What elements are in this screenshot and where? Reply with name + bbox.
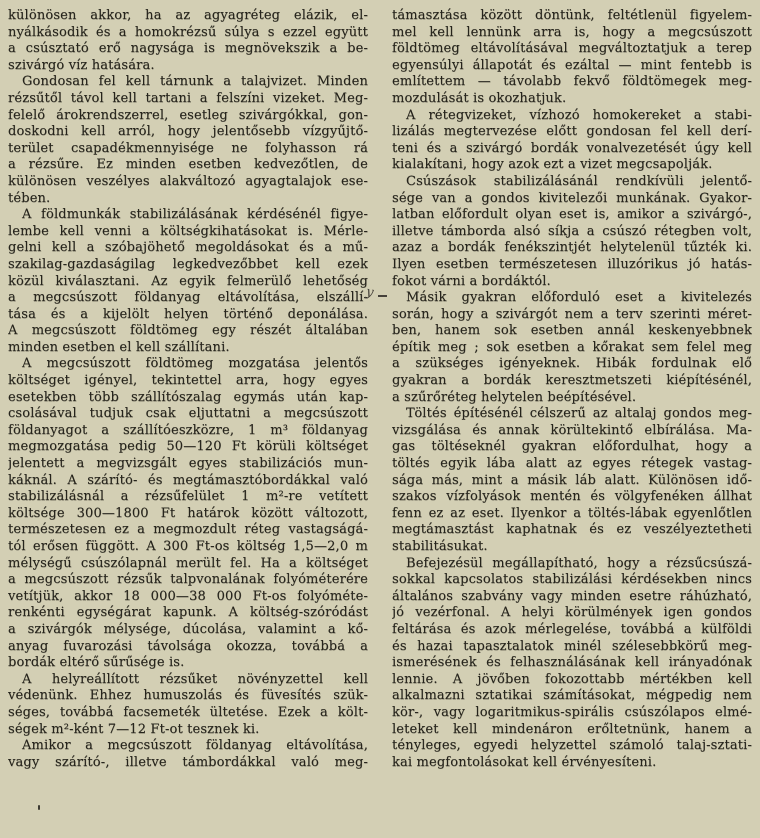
text-line: védenünk. Ehhez humuszolás és füvesítés szük- xyxy=(8,688,368,704)
text-line: egyensúlyi állapotát és ezáltal — mint fentebb is xyxy=(392,57,752,73)
text-line: tól erősen függött. A 300 Ft-os költség 1,5—2,0 m xyxy=(8,539,368,554)
text-line: és hazai tapasztalatok minél szélesebbkörű meg- xyxy=(392,638,752,654)
text-line: mozdulását is okozhatjuk. xyxy=(392,90,567,106)
text-line: költséget igényel, tekintettel arra, hogy egyes xyxy=(8,373,368,389)
text-line: ségek m²-ként 7—12 Ft-ot tesznek ki. xyxy=(8,721,260,737)
pencil-dash-margin-mark xyxy=(378,295,387,297)
text-line: töltés egyik lába alatt az egyes rétegek vastag- xyxy=(392,456,752,472)
text-line: szakilag-gazdaságilag legkedvezőbbet kell ezek xyxy=(8,256,368,272)
text-line: említettem — távolabb fekvő földtömegek meg- xyxy=(392,74,752,90)
text-line: A földmunkák stabilizálásának kérdésénél figye- xyxy=(22,207,368,223)
text-line: stabilitásukat. xyxy=(392,539,488,554)
text-line: ben, hanem sok esetben annál keskenyebbnek xyxy=(392,323,752,339)
text-line: vizsgálása és annak körültekintő elbírálása. Ma- xyxy=(392,422,752,438)
column-left xyxy=(8,8,368,838)
text-line: kai megfontolásokat kell érvényesíteni. xyxy=(392,754,657,770)
text-line: különösen veszélyes alakváltozó agyagtalajok ese- xyxy=(8,173,368,189)
text-line: fenn ez az eset. Ilyenkor a töltés-lábak egyenlőtlen xyxy=(392,505,752,521)
text-line: kör-, vagy logaritmikus-spirális csúszólapos elmé- xyxy=(392,704,752,720)
text-line: Csúszások stabilizálásánál rendkívüli jelentő- xyxy=(406,173,752,189)
text-line: tében. xyxy=(8,190,51,206)
text-line: alkalmazni sztatikai számításokat, mégpedig nem xyxy=(392,688,752,704)
text-line: mélységű csúszólapnál merült fel. Ha a költséget xyxy=(8,555,368,571)
text-line: mel kell lennünk arra is, hogy a megcsúszott xyxy=(392,24,752,40)
text-line: különösen akkor, ha az agyagréteg elázik, el- xyxy=(8,8,368,23)
text-line: felelő árokrendszerrel, esetleg szivárgókkal, gon- xyxy=(8,107,368,123)
text-line: renkénti egységárat kapunk. A költség-szóródást xyxy=(8,605,368,621)
text-line: Ilyen esetben természetesen illuzórikus jó hatás- xyxy=(392,256,752,272)
text-line: jelentett a megvizsgált egyes stabilizációs mun- xyxy=(8,456,368,472)
text-line: illetve támborda alsó síkja a csúszó rétegben volt, xyxy=(392,223,752,239)
text-line: Befejezésül megállapítható, hogy a rézsűcsúszá- xyxy=(406,555,752,571)
text-line: vetítjük, akkor 18 000—38 000 Ft-os folyóméte- xyxy=(8,588,368,604)
column-right xyxy=(392,8,752,838)
text-line: Töltés építésénél célszerű az altalaj gondos meg- xyxy=(406,406,752,422)
text-line: latban előfordult olyan eset is, amikor a szivárgó-, xyxy=(392,207,752,223)
pencil-y-margin-mark: y xyxy=(364,284,375,301)
text-line: Amikor a megcsúszott földanyag eltávolítása, xyxy=(22,738,368,754)
text-line: megmozgatása pedig 50—120 Ft körüli költséget xyxy=(8,439,368,455)
text-line: gas töltéseknél gyakran előfordulhat, hogy a xyxy=(392,439,752,455)
text-line: támasztása között döntünk, feltétlenül figyelem- xyxy=(392,8,752,23)
text-line: rézsűtől távol kell tartani a felszíni vizeket. Meg- xyxy=(8,90,368,106)
text-line: doskodni kell arról, hogy jelentősebb vízgyűjtő- xyxy=(8,124,368,140)
text-line: lennie. A jövőben fokozottabb mértékben kell xyxy=(392,671,752,687)
text-line: lizálás megtervezése előtt gondosan fel kell derí- xyxy=(392,124,752,140)
text-line: építik meg ; sok esetben a kőrakat sem felel meg xyxy=(392,339,752,355)
text-line: a szivárgók mélysége, dúcolása, valamint a kő- xyxy=(8,621,368,637)
text-line: bordák eltérő sűrűsége is. xyxy=(8,655,185,671)
text-line: nyálkásodik és a homokrézsű súlya s ezzel együtt xyxy=(8,24,368,40)
text-line: során, hogy a szivárgót nem a terv szerinti méret- xyxy=(392,306,752,322)
ink-speck xyxy=(38,805,40,810)
text-line: a megcsúszott rézsűk talpvonalának folyóméterére xyxy=(8,572,368,588)
text-line: feltárása és azok mérlegelése, továbbá a külföldi xyxy=(392,621,752,637)
text-line: költsége 300—1800 Ft határok között változott, xyxy=(8,505,368,521)
text-line: a csúsztató erő nagysága is megnövekszik a be- xyxy=(8,41,368,57)
text-line: terület csapadékmennyisége ne folyhasson rá xyxy=(8,140,368,156)
text-line: A megcsúszott földtömeg egy részét általában xyxy=(8,323,368,339)
text-line: sokkal kapcsolatos stabilizálási kérdésekben nincs xyxy=(392,572,752,588)
text-line: vagy szárító-, illetve támbordákkal való meg- xyxy=(8,754,368,770)
text-line: lembe kell venni a költségkihatásokat is. Mérle- xyxy=(8,223,368,239)
text-line: kialakítani, hogy azok ezt a vizet megcsapolják. xyxy=(392,157,713,173)
text-line: gyakran a bordák keresztmetszeti kiépítésénél, xyxy=(392,373,752,389)
text-line: jó vezérfonal. A helyi körülmények igen gondos xyxy=(392,605,752,621)
text-line: földanyagot a szállítóeszközre, 1 m³ földanyag xyxy=(8,422,368,438)
text-line: sége van a gondos kivitelezői munkának. Gyakor- xyxy=(392,190,752,206)
text-line: fokot várni a bordáktól. xyxy=(392,273,551,289)
text-line: megtámasztást kaphatnak és ez veszélyeztetheti xyxy=(392,522,752,538)
text-line: A helyreállított rézsűket növényzettel kell xyxy=(22,671,368,687)
text-line: esetekben több szállítószalag egymás után kap- xyxy=(8,389,368,405)
text-line: tényleges, egyedi helyzettel számoló talaj-sztati- xyxy=(392,738,752,754)
text-line: séges, továbbá facsemeték ültetése. Ezek a költ- xyxy=(8,704,368,720)
text-line: természetesen ez a megmozdult réteg vastagságá- xyxy=(8,522,368,538)
text-line: gelni kell a szóbajöhető megoldásokat és a mű- xyxy=(8,240,368,256)
text-line: A megcsúszott földtömeg mozgatása jelentős xyxy=(22,356,368,372)
text-line: sága más, mint a másik láb alatt. Különösen idő- xyxy=(392,472,752,488)
text-line: szivárgó víz hatására. xyxy=(8,57,155,73)
text-line: Másik gyakran előforduló eset a kivitelezés xyxy=(406,290,752,306)
text-line: földtömeg eltávolításával megváltoztatjuk a terep xyxy=(392,41,752,57)
text-line: a szűrőréteg helytelen beépítésével. xyxy=(392,389,637,405)
text-line: csolásával tudjuk csak eljuttatni a megcsúszott xyxy=(8,406,368,422)
text-line: anyag fuvarozási távolsága okozza, továbbá a xyxy=(8,638,368,654)
text-line: teni és a szivárgó bordák vonalvezetését úgy kell xyxy=(392,140,752,156)
text-line: A rétegvizeket, vízhozó homokereket a stabi- xyxy=(406,107,752,123)
text-line: szakos vízfolyások mentén és völgyfenéken állhat xyxy=(392,489,752,505)
text-line: Gondosan fel kell tárnunk a talajvizet. Minden xyxy=(22,74,368,90)
text-line: közül kiválasztani. Az egyik felmerülő lehetőség xyxy=(8,273,368,289)
text-line: tása és a kijelölt helyen történő deponálása. xyxy=(8,306,368,322)
text-line: minden esetben el kell szállítani. xyxy=(8,339,230,355)
text-line: a rézsűre. Ez minden esetben kedvezőtlen, de xyxy=(8,157,368,173)
text-line: ismerésének és felhasználásának kell irányadónak xyxy=(392,655,752,671)
text-line: általános szabvány vagy minden esetre ráhúzható, xyxy=(392,588,752,604)
text-line: a szükséges igényeknek. Hibák fordulnak elő xyxy=(392,356,752,372)
text-line: a megcsúszott földanyag eltávolítása, elszállí- xyxy=(8,290,368,306)
text-line: káknál. A szárító- és megtámasztóbordákkal való xyxy=(8,472,368,488)
text-line: stabilizálásnál a rézsűfelület 1 m²-re vetített xyxy=(8,489,368,505)
text-line: leteket kell mindenáron erőltetnünk, hanem a xyxy=(392,721,752,737)
text-line: azaz a bordák fenékszintjét helytelenül tűzték ki. xyxy=(392,240,752,256)
